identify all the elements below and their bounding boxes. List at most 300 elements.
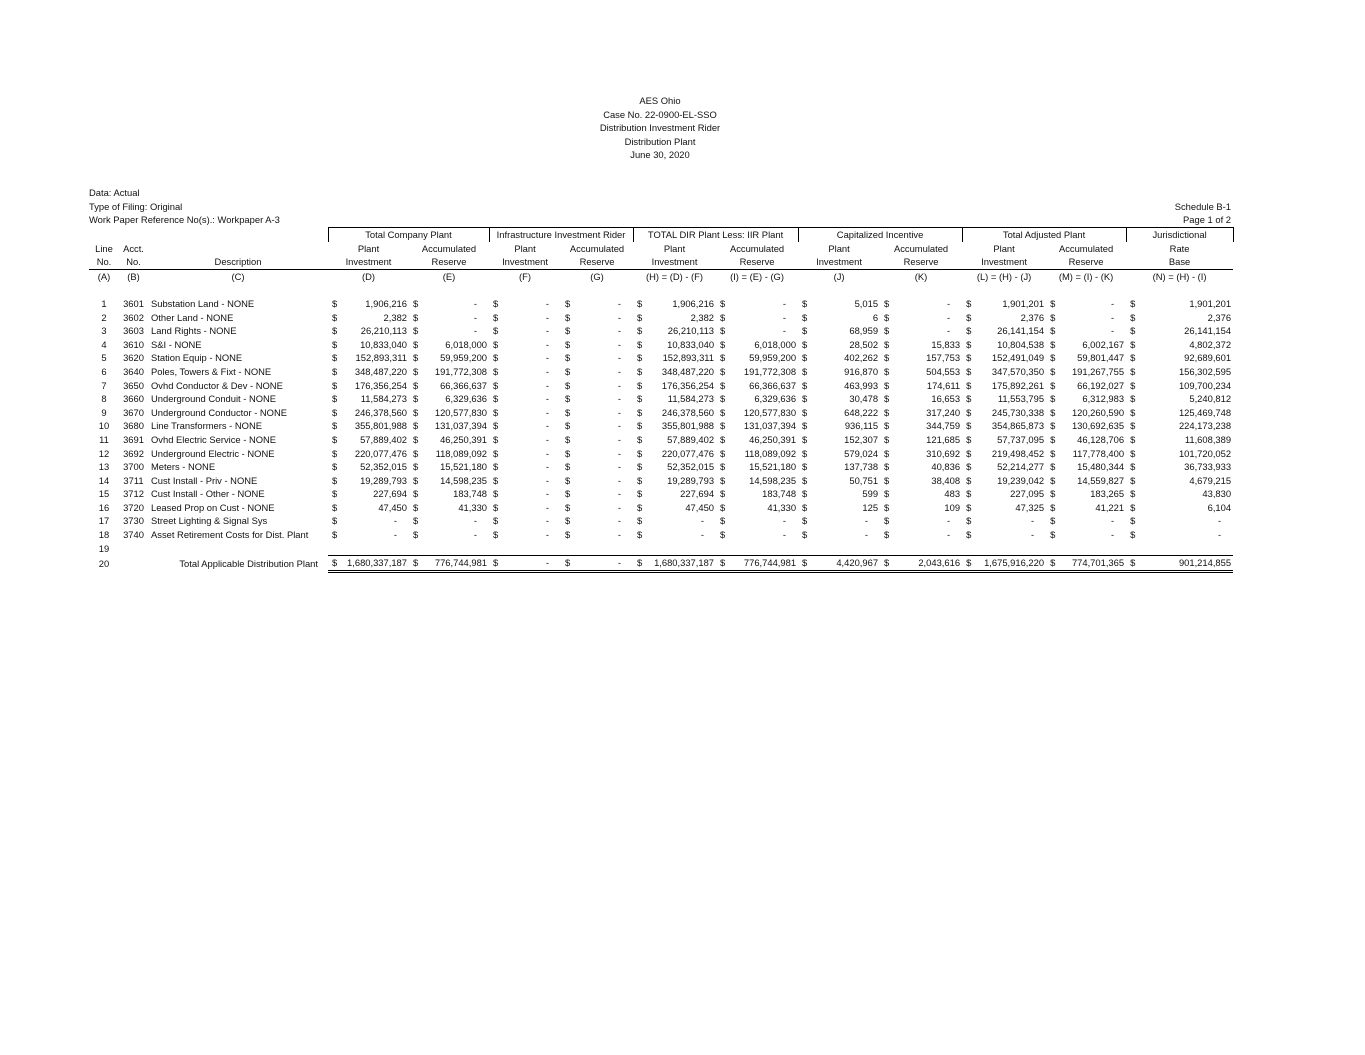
dollar-sign: $ xyxy=(413,474,419,486)
account-number: 3670 xyxy=(123,406,144,418)
amount-value: 101,720,052 xyxy=(1178,447,1232,459)
table-row xyxy=(89,338,1233,352)
dollar-sign: $ xyxy=(637,557,643,569)
header-accumulated: Accumulated xyxy=(893,242,949,254)
dollar-sign: $ xyxy=(413,488,419,500)
amount-cell xyxy=(962,338,1046,352)
code-f: (F) xyxy=(519,270,531,282)
amount-cell xyxy=(716,338,798,352)
amount-value: - xyxy=(545,433,550,445)
amount-cell xyxy=(880,406,962,420)
amount-value: - xyxy=(545,461,550,473)
amount-value: 6,018,000 xyxy=(754,338,797,350)
dollar-sign: $ xyxy=(720,325,726,337)
amount-cell xyxy=(1046,447,1126,461)
dollar-sign: $ xyxy=(413,406,419,418)
dollar-sign: $ xyxy=(637,515,643,527)
amount-cell xyxy=(1046,501,1126,515)
dollar-sign: $ xyxy=(565,488,571,500)
amount-cell xyxy=(962,406,1046,420)
amount-cell xyxy=(1126,474,1233,488)
dollar-sign: $ xyxy=(966,529,972,541)
header-plant: Plant xyxy=(357,242,380,254)
amount-value: - xyxy=(393,515,397,527)
amount-cell xyxy=(409,514,489,528)
amount-cell xyxy=(880,338,962,352)
amount-cell xyxy=(1126,324,1233,338)
amount-value: 936,115 xyxy=(844,420,879,432)
line-number: 1 xyxy=(101,297,107,309)
dollar-sign: $ xyxy=(637,461,643,473)
dollar-sign: $ xyxy=(332,515,338,527)
amount-cell xyxy=(716,433,798,447)
amount-cell xyxy=(1126,351,1233,365)
amount-cell xyxy=(798,297,880,311)
amount-value: 648,222 xyxy=(844,406,879,418)
amount-cell xyxy=(798,528,880,542)
amount-value: 4,679,215 xyxy=(1189,474,1232,486)
dollar-sign: $ xyxy=(413,501,419,513)
spacer-row xyxy=(89,283,1233,297)
amount-cell xyxy=(880,433,962,447)
amount-cell xyxy=(561,392,633,406)
group-total-adjusted-plant: Total Adjusted Plant xyxy=(962,228,1126,242)
amount-value: 355,801,988 xyxy=(661,420,715,432)
amount-value: 191,772,308 xyxy=(743,365,797,377)
amount-cell xyxy=(561,501,633,515)
header-investment: Investment xyxy=(798,255,880,269)
header-investment: Investment xyxy=(489,255,561,269)
dollar-sign: $ xyxy=(1050,379,1056,391)
amount-cell xyxy=(716,351,798,365)
amount-cell xyxy=(409,487,489,501)
dollar-sign: $ xyxy=(493,338,499,350)
amount-value: - xyxy=(1110,515,1115,527)
amount-value: - xyxy=(617,557,622,569)
amount-value: 1,680,337,187 xyxy=(347,557,407,569)
amount-value: - xyxy=(864,515,869,527)
amount-value: 183,748 xyxy=(762,488,797,500)
amount-value: 348,487,220 xyxy=(661,365,715,377)
amount-cell xyxy=(798,379,880,393)
dollar-sign: $ xyxy=(720,352,726,364)
amount-cell xyxy=(633,528,716,542)
dollar-sign: $ xyxy=(966,311,972,323)
amount-cell xyxy=(409,365,489,379)
dollar-sign: $ xyxy=(493,393,499,405)
dollar-sign: $ xyxy=(493,420,499,432)
amount-cell xyxy=(489,528,561,542)
amount-cell xyxy=(716,379,798,393)
amount-value: 191,267,755 xyxy=(1071,365,1125,377)
amount-value: 50,751 xyxy=(849,474,879,486)
amount-value: 19,239,042 xyxy=(997,474,1045,486)
code-g: (G) xyxy=(590,270,604,282)
dollar-sign: $ xyxy=(493,515,499,527)
dollar-sign: $ xyxy=(884,420,890,432)
dollar-sign: $ xyxy=(637,420,643,432)
amount-cell xyxy=(880,474,962,488)
dollar-sign: $ xyxy=(413,461,419,473)
amount-cell xyxy=(1046,474,1126,488)
account-number: 3711 xyxy=(123,474,144,486)
amount-value: - xyxy=(545,393,550,405)
amount-value: 246,378,560 xyxy=(661,406,715,418)
amount-value: - xyxy=(1110,325,1115,337)
amount-value: 504,553 xyxy=(926,365,961,377)
amount-value: 46,250,391 xyxy=(440,433,488,445)
amount-cell xyxy=(328,460,409,474)
amount-value: 10,804,538 xyxy=(997,338,1045,350)
dollar-sign: $ xyxy=(413,379,419,391)
amount-cell xyxy=(489,311,561,325)
amount-value: - xyxy=(1110,297,1115,309)
dollar-sign: $ xyxy=(1130,461,1136,473)
amount-value: - xyxy=(1030,515,1035,527)
amount-value: 6,329,636 xyxy=(445,393,488,405)
dollar-sign: $ xyxy=(332,501,338,513)
amount-value: 1,906,216 xyxy=(365,297,407,309)
amount-value: 157,753 xyxy=(926,352,961,364)
amount-cell xyxy=(489,514,561,528)
account-number: 3602 xyxy=(123,311,144,323)
amount-value: 6,002,167 xyxy=(1082,338,1125,350)
dollar-sign: $ xyxy=(720,420,726,432)
dollar-sign: $ xyxy=(1130,557,1136,569)
amount-value: - xyxy=(617,488,622,500)
table-row xyxy=(89,447,1233,461)
amount-value: 66,192,027 xyxy=(1077,379,1125,391)
amount-cell xyxy=(962,392,1046,406)
dollar-sign: $ xyxy=(1130,501,1136,513)
dollar-sign: $ xyxy=(413,420,419,432)
dollar-sign: $ xyxy=(884,461,890,473)
amount-cell xyxy=(409,433,489,447)
amount-value: 14,598,235 xyxy=(440,474,488,486)
amount-cell xyxy=(962,487,1046,501)
amount-value: 47,450 xyxy=(378,501,407,513)
group-dir-less-iir: TOTAL DIR Plant Less: IIR Plant xyxy=(633,228,798,242)
amount-value: 52,352,015 xyxy=(667,461,715,473)
amount-value: - xyxy=(473,529,478,541)
table-row xyxy=(89,311,1233,325)
dollar-sign: $ xyxy=(1050,325,1056,337)
amount-cell xyxy=(489,460,561,474)
amount-value: 41,221 xyxy=(1095,501,1125,513)
amount-value: 245,730,338 xyxy=(991,406,1045,418)
account-description: Ovhd Conductor & Dev - NONE xyxy=(151,379,283,391)
amount-cell xyxy=(962,556,1046,572)
line-number: 15 xyxy=(98,488,110,500)
dollar-sign: $ xyxy=(565,420,571,432)
dollar-sign: $ xyxy=(1050,447,1056,459)
dollar-sign: $ xyxy=(1050,352,1056,364)
amount-value: 355,801,988 xyxy=(354,420,407,432)
dollar-sign: $ xyxy=(332,393,338,405)
amount-cell xyxy=(1046,514,1126,528)
amount-cell xyxy=(1126,447,1233,461)
group-jurisdictional: Jurisdictional xyxy=(1126,228,1233,242)
amount-cell xyxy=(880,297,962,311)
amount-cell xyxy=(1126,460,1233,474)
dollar-sign: $ xyxy=(493,406,499,418)
amount-value: - xyxy=(545,529,550,541)
dollar-sign: $ xyxy=(637,311,643,323)
amount-cell xyxy=(880,447,962,461)
total-description: Total Applicable Distribution Plant xyxy=(179,557,318,569)
header-reserve: Reserve xyxy=(1046,255,1126,269)
amount-value: 68,959 xyxy=(849,325,879,337)
dollar-sign: $ xyxy=(884,297,890,309)
account-description: Cust Install - Priv - NONE xyxy=(151,474,258,486)
dollar-sign: $ xyxy=(802,325,808,337)
line-number: 7 xyxy=(101,379,107,391)
amount-cell xyxy=(633,447,716,461)
amount-cell xyxy=(798,365,880,379)
amount-cell xyxy=(1126,556,1233,572)
dollar-sign: $ xyxy=(966,433,972,445)
dollar-sign: $ xyxy=(565,406,571,418)
amount-cell xyxy=(798,351,880,365)
header-reserve: Reserve xyxy=(880,255,962,269)
amount-value: 109,700,234 xyxy=(1178,379,1232,391)
account-description: Underground Conduit - NONE xyxy=(151,393,277,405)
amount-cell xyxy=(1046,419,1126,433)
amount-value: 66,366,637 xyxy=(440,379,488,391)
amount-value: 26,210,113 xyxy=(667,325,715,337)
amount-cell xyxy=(409,528,489,542)
amount-cell xyxy=(409,379,489,393)
amount-value: - xyxy=(946,529,951,541)
header-no: No. xyxy=(89,255,119,269)
amount-value: 1,906,216 xyxy=(672,297,715,309)
amount-value: - xyxy=(545,420,550,432)
dollar-sign: $ xyxy=(413,515,419,527)
amount-value: 47,325 xyxy=(1015,501,1045,513)
dollar-sign: $ xyxy=(884,338,890,350)
amount-cell xyxy=(880,351,962,365)
amount-cell xyxy=(633,419,716,433)
dollar-sign: $ xyxy=(413,529,419,541)
amount-value: 344,759 xyxy=(926,420,961,432)
amount-value: 120,577,830 xyxy=(434,406,488,418)
amount-value: 5,240,812 xyxy=(1189,393,1232,405)
amount-cell xyxy=(798,433,880,447)
dollar-sign: $ xyxy=(637,365,643,377)
amount-value: 15,833 xyxy=(931,338,961,350)
dollar-sign: $ xyxy=(720,557,726,569)
dollar-sign: $ xyxy=(884,311,890,323)
amount-cell xyxy=(798,324,880,338)
amount-cell xyxy=(409,474,489,488)
amount-cell xyxy=(409,297,489,311)
amount-cell xyxy=(489,406,561,420)
amount-cell xyxy=(880,556,962,572)
report-title xyxy=(0,94,1320,162)
dollar-sign: $ xyxy=(720,515,726,527)
amount-cell xyxy=(716,460,798,474)
amount-value: 776,744,981 xyxy=(434,557,488,569)
amount-value: - xyxy=(617,529,622,541)
dollar-sign: $ xyxy=(493,474,499,486)
dollar-sign: $ xyxy=(332,297,338,309)
account-number: 3601 xyxy=(123,297,144,309)
header-accumulated: Accumulated xyxy=(1058,242,1114,254)
dollar-sign: $ xyxy=(884,393,890,405)
dollar-sign: $ xyxy=(966,338,972,350)
amount-cell xyxy=(561,556,633,572)
header-investment: Investment xyxy=(633,255,716,269)
amount-cell xyxy=(1046,487,1126,501)
line-number: 9 xyxy=(101,406,107,418)
amount-cell xyxy=(880,460,962,474)
amount-cell xyxy=(633,311,716,325)
amount-cell xyxy=(633,338,716,352)
amount-value: - xyxy=(617,501,622,513)
amount-cell xyxy=(328,324,409,338)
amount-cell xyxy=(798,556,880,572)
amount-value: - xyxy=(545,379,550,391)
amount-value: 246,378,560 xyxy=(354,406,407,418)
amount-cell xyxy=(489,338,561,352)
dollar-sign: $ xyxy=(1130,338,1136,350)
amount-value: - xyxy=(545,311,550,323)
dollar-sign: $ xyxy=(1050,297,1056,309)
amount-cell xyxy=(328,487,409,501)
amount-value: 6,104 xyxy=(1207,501,1232,513)
line-number: 19 xyxy=(98,542,110,554)
amount-cell xyxy=(798,311,880,325)
amount-cell xyxy=(633,433,716,447)
amount-cell xyxy=(489,297,561,311)
amount-value: 224,173,238 xyxy=(1178,420,1232,432)
amount-value: 348,487,220 xyxy=(354,365,407,377)
amount-value: 131,037,394 xyxy=(434,420,488,432)
amount-cell xyxy=(328,338,409,352)
account-number: 3680 xyxy=(123,420,144,432)
header-investment: Investment xyxy=(328,255,409,269)
amount-value: 483 xyxy=(944,488,961,500)
amount-cell xyxy=(1046,460,1126,474)
dollar-sign: $ xyxy=(1050,488,1056,500)
amount-value: - xyxy=(782,297,787,309)
dollar-sign: $ xyxy=(565,557,571,569)
amount-cell xyxy=(1126,406,1233,420)
dollar-sign: $ xyxy=(802,529,808,541)
amount-cell xyxy=(328,528,409,542)
header-plant: Plant xyxy=(828,242,850,254)
amount-cell xyxy=(880,514,962,528)
amount-value: - xyxy=(617,365,622,377)
dollar-sign: $ xyxy=(720,311,726,323)
dollar-sign: $ xyxy=(637,325,643,337)
amount-value: 227,694 xyxy=(680,488,715,500)
dollar-sign: $ xyxy=(884,447,890,459)
amount-cell xyxy=(962,528,1046,542)
dollar-sign: $ xyxy=(966,447,972,459)
amount-value: 176,356,254 xyxy=(661,379,715,391)
amount-value: 2,382 xyxy=(383,311,407,323)
amount-value: 26,141,154 xyxy=(997,325,1045,337)
dollar-sign: $ xyxy=(413,338,419,350)
dollar-sign: $ xyxy=(720,393,726,405)
amount-cell xyxy=(962,474,1046,488)
header-accumulated: Accumulated xyxy=(421,242,477,254)
amount-value: 11,584,273 xyxy=(360,393,407,405)
amount-value: 117,778,400 xyxy=(1072,447,1125,459)
line-number: 4 xyxy=(101,338,107,350)
amount-value: - xyxy=(617,311,622,323)
amount-cell xyxy=(633,514,716,528)
amount-cell xyxy=(633,556,716,572)
dollar-sign: $ xyxy=(802,488,808,500)
amount-cell xyxy=(561,433,633,447)
amount-value: 26,210,113 xyxy=(360,325,407,337)
dollar-sign: $ xyxy=(493,433,499,445)
amount-value: 11,553,795 xyxy=(997,393,1045,405)
amount-value: 1,675,916,220 xyxy=(984,557,1045,569)
amount-cell xyxy=(328,474,409,488)
amount-cell xyxy=(561,406,633,420)
amount-value: 1,680,337,187 xyxy=(654,557,715,569)
amount-cell xyxy=(561,419,633,433)
amount-cell xyxy=(328,447,409,461)
code-n: (N) = (H) - (I) xyxy=(1152,270,1207,282)
account-number: 3712 xyxy=(123,488,144,500)
code-e: (E) xyxy=(442,270,456,282)
header-acct: Acct. xyxy=(123,242,144,254)
group-iir: Infrastructure Investment Rider xyxy=(489,228,633,242)
table-row xyxy=(89,487,1233,501)
amount-cell xyxy=(798,406,880,420)
code-h: (H) = (D) - (F) xyxy=(646,270,704,282)
amount-value: 2,382 xyxy=(690,311,715,323)
dollar-sign: $ xyxy=(332,406,338,418)
dollar-sign: $ xyxy=(1130,352,1136,364)
amount-value: 10,833,040 xyxy=(667,338,715,350)
amount-value: 5,015 xyxy=(854,297,879,309)
amount-cell xyxy=(561,297,633,311)
dollar-sign: $ xyxy=(966,488,972,500)
distribution-plant-table xyxy=(89,227,1234,573)
dollar-sign: $ xyxy=(637,501,643,513)
header-reserve: Reserve xyxy=(716,255,798,269)
amount-value: 125,469,748 xyxy=(1178,406,1232,418)
amount-value: 52,214,277 xyxy=(997,461,1045,473)
dollar-sign: $ xyxy=(966,297,972,309)
amount-value: - xyxy=(545,488,550,500)
amount-cell xyxy=(561,379,633,393)
amount-value: 220,077,476 xyxy=(661,447,715,459)
amount-value: - xyxy=(617,420,622,432)
line-number: 11 xyxy=(99,433,109,445)
line-number: 12 xyxy=(98,447,110,459)
amount-value: - xyxy=(864,529,869,541)
dollar-sign: $ xyxy=(720,474,726,486)
table-row xyxy=(89,474,1233,488)
amount-value: 66,366,637 xyxy=(749,379,797,391)
header-reserve: Reserve xyxy=(561,255,633,269)
blank-row xyxy=(89,542,1233,556)
amount-value: 26,141,154 xyxy=(1184,325,1232,337)
amount-cell xyxy=(561,338,633,352)
dollar-sign: $ xyxy=(966,365,972,377)
dollar-sign: $ xyxy=(802,420,808,432)
dollar-sign: $ xyxy=(637,488,643,500)
dollar-sign: $ xyxy=(493,379,499,391)
amount-value: 40,836 xyxy=(931,461,961,473)
dollar-sign: $ xyxy=(802,433,808,445)
